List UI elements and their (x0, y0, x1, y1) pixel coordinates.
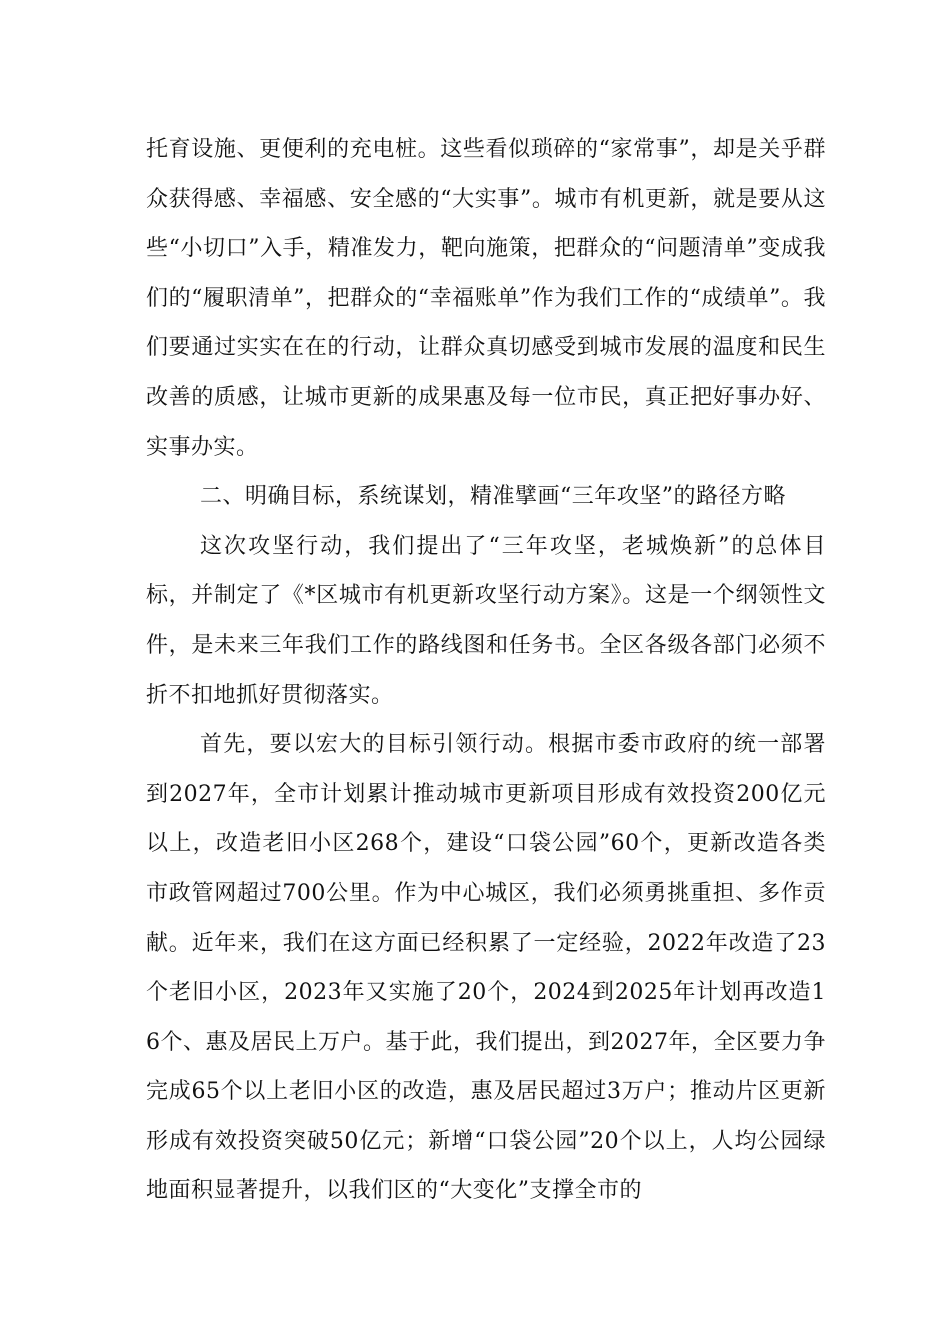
document-body (146, 125, 826, 1216)
section-heading: 二、明确目标，系统谋划，精准擘画“三年攻坚”的路径方略 (200, 484, 786, 510)
paragraph-continuation: 托育设施、更便利的充电桩。这些看似琐碎的“家常事”，却是关乎群众获得感、幸福感、安全感的“大实事”。城市有机更新，就是要从这些“小切口”入手，精准发力，靶向施策，把群众的“问题清单”变成我们的“履职清单”，把群众的“幸福账单”作为我们工作的“成绩单”。我们要通过实实在在的行动，让群众真切感受到城市发展的温度和民生改善的质感，让城市更新的成果惠及每一位市民，真正把好事办好、实事办实。 (146, 137, 826, 460)
paragraph-targets: 首先，要以宏大的目标引领行动。根据市委市政府的统一部署到2027年，全市计划累计推动城市更新项目形成有效投资200亿元以上，改造老旧小区268个，建设“口袋公园”60个，更新改造各类市政管网超过700公里。作为中心城区，我们必须勇挑重担、多作贡献。近年来，我们在这方面已经积累了一定经验，2022年改造了23个老旧小区，2023年又实施了20个，2024到2025年计划再改造16个、惠及居民上万户。基于此，我们提出，到2027年，全区要力争完成65个以上老旧小区的改造，惠及居民超过3万户；推动片区更新形成有效投资突破50亿元；新增“口袋公园”20个以上，人均公园绿地面积显著提升，以我们区的“大变化”支撑全市的 (146, 732, 826, 1204)
paragraph-overall-goal: 这次攻坚行动，我们提出了“三年攻坚，老城焕新”的总体目标，并制定了《*区城市有机更新攻坚行动方案》。这是一个纲领性文件，是未来三年我们工作的路线图和任务书。全区各级各部门必须不折不扣地抓好贯彻落实。 (146, 533, 826, 708)
